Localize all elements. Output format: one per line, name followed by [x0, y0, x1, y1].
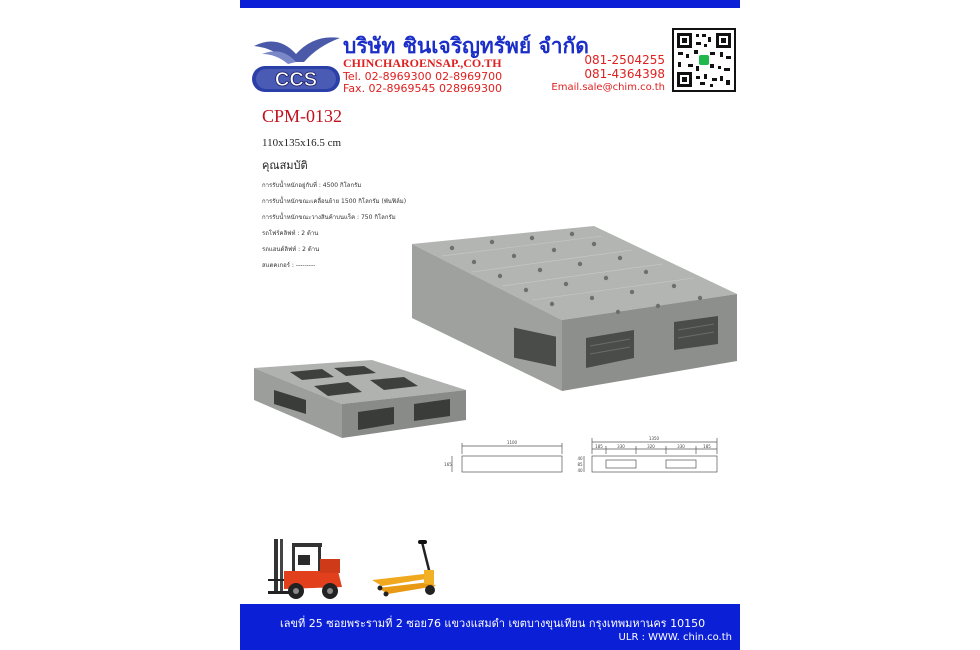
forklift-icon: [268, 535, 348, 603]
spec-item: รถแฮนด์ลิฟท์ : 2 ด้าน: [262, 246, 320, 253]
drawing-segment-label: 320: [647, 444, 655, 449]
email-address: Email.sale@chim.co.th: [551, 82, 665, 93]
product-model: CPM-0132: [262, 106, 343, 126]
drawing-width-label: 1100: [506, 440, 518, 445]
spec-item: การรับน้ำหนักขณะวางสินค้าบนแร็ค : 750 กิโลกรัม: [262, 214, 396, 221]
telephone: Tel. 02-8969300 02-8969700: [343, 70, 503, 83]
company-name-en: CHINCHAROENSAP.,CO.TH: [343, 56, 502, 70]
drawing-side-label: 40: [577, 468, 583, 473]
qr-code-icon: [672, 28, 736, 92]
spec-heading: คุณสมบัติ: [262, 159, 308, 172]
mobile-phone-1: 081-2504255: [584, 53, 665, 67]
drawing-side-label: 40: [577, 456, 583, 461]
company-address: เลขที่ 25 ซอยพระรามที่ 2 ซอย76 แขวงแสมดำ เขตบางขุนเทียน กรุงเทพมหานคร 10150: [280, 617, 706, 630]
mobile-phone-2: 081-4364398: [584, 67, 665, 81]
drawing-length-label: 1350: [648, 436, 660, 441]
top-color-bar: [240, 0, 740, 8]
spec-item: รถโฟร์คลิฟท์ : 2 ด้าน: [262, 230, 319, 237]
logo-text: CCS: [274, 69, 318, 91]
website-link[interactable]: ULR : WWW. chin.co.th: [618, 632, 732, 643]
footer-bar: [240, 604, 740, 650]
drawing-segment-label: 330: [617, 444, 625, 449]
document-page: [240, 0, 740, 650]
drawing-segment-label: 330: [677, 444, 685, 449]
product-size: 110x135x16.5 cm: [262, 137, 342, 149]
drawing-segment-label: 185: [595, 444, 603, 449]
ccs-logo: [248, 32, 344, 96]
pallet-jack-icon: [372, 540, 442, 598]
drawing-height-label: 165: [444, 462, 452, 467]
spec-item: การรับน้ำหนักขณะเคลื่อนย้าย 1500 กิโลกรัม (พันฟิล์ม): [262, 198, 407, 205]
spec-item: สแตคเกอร์ : ---------: [262, 262, 316, 269]
spec-list: [262, 178, 406, 274]
drawing-segment-label: 185: [703, 444, 711, 449]
fax: Fax. 02-8969545 028969300: [343, 82, 503, 95]
company-name-th: บริษัท ชินเจริญทรัพย์ จำกัด: [343, 34, 589, 58]
pallet-bottom-image: [254, 360, 466, 440]
drawing-side-label: 85: [577, 462, 583, 467]
technical-drawing: [430, 432, 730, 502]
spec-item: การรับน้ำหนักอยู่กับที่ : 4500 กิโลกรัม: [262, 182, 362, 189]
